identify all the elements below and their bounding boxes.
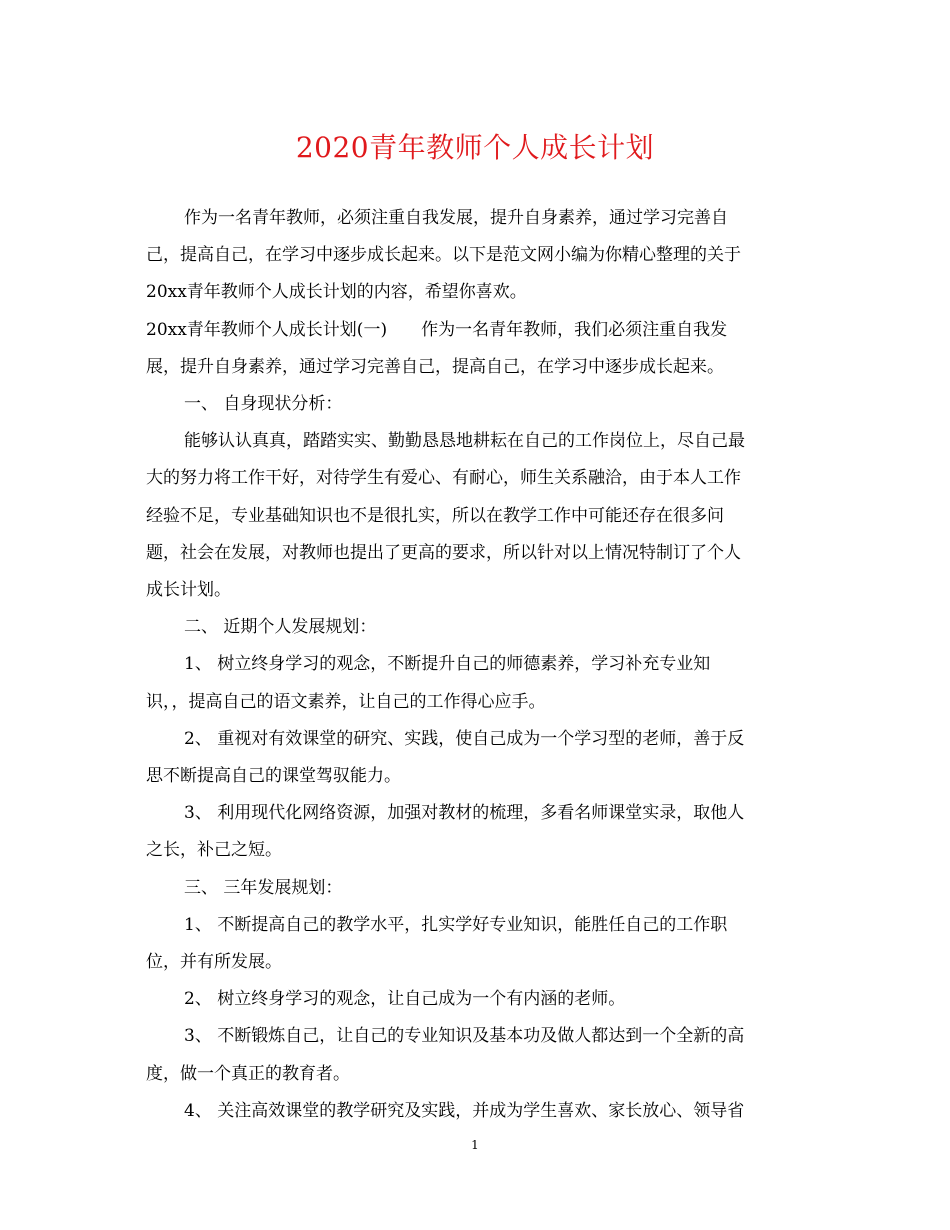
body-line: 题，社会在发展，对教师也提出了更高的要求，所以针对以上情况特制订了个人 — [146, 542, 741, 563]
section-heading: 二、 近期个人发展规划： — [184, 617, 377, 638]
list-item: 3、 利用现代化网络资源，加强对教材的梳理，多看名师课堂实录，取他人 — [184, 803, 745, 824]
body-line: 己，提高自己，在学习中逐步成长起来。以下是范文网小编为你精心整理的关于 — [146, 245, 741, 266]
list-item: 4、 关注高效课堂的教学研究及实践，并成为学生喜欢、家长放心、领导省 — [184, 1100, 745, 1121]
body-line: 展，提升自身素养，通过学习完善自己，提高自己，在学习中逐步成长起来。 — [146, 356, 724, 377]
body-line: 思不断提高自己的课堂驾驭能力。 — [146, 766, 401, 787]
document-body — [146, 200, 806, 1130]
body-line: 经验不足，专业基础知识也不是很扎实，所以在教学工作中可能还存在很多问 — [146, 505, 724, 526]
body-line: 成长计划。 — [146, 580, 231, 601]
section-heading: 三、 三年发展规划： — [184, 877, 343, 898]
page-number: 1 — [471, 1138, 479, 1152]
body-line: 位，并有所发展。 — [146, 952, 282, 973]
list-item: 2、 重视对有效课堂的研究、实践，使自己成为一个学习型的老师，善于反 — [184, 728, 745, 749]
list-item: 2、 树立终身学习的观念，让自己成为一个有内涵的老师。 — [184, 989, 626, 1010]
list-item: 3、 不断锻炼自己，让自己的专业知识及基本功及做人都达到一个全新的高 — [184, 1026, 745, 1047]
body-line: 20xx青年教师个人成长计划(一) 作为一名青年教师，我们必须注重自我发 — [146, 319, 728, 340]
body-line: 能够认认真真，踏踏实实、勤勤恳恳地耕耘在自己的工作岗位上，尽自己最 — [184, 431, 745, 452]
body-line: 度，做一个真正的教育者。 — [146, 1063, 350, 1084]
body-line: 20xx青年教师个人成长计划的内容，希望你喜欢。 — [146, 282, 527, 303]
list-item: 1、 不断提高自己的教学水平，扎实学好专业知识，能胜任自己的工作职 — [184, 914, 728, 935]
section-heading: 一、 自身现状分析： — [184, 394, 343, 415]
body-line: 识，，提高自己的语文素养，让自己的工作得心应手。 — [146, 691, 546, 712]
body-line: 大的努力将工作干好，对待学生有爱心、有耐心，师生关系融洽，由于本人工作 — [146, 468, 741, 489]
body-line: 之长，补己之短。 — [146, 840, 282, 861]
list-item: 1、 树立终身学习的观念，不断提升自己的师德素养，学习补充专业知 — [184, 654, 711, 675]
body-line: 作为一名青年教师，必须注重自我发展，提升自身素养，通过学习完善自 — [184, 208, 728, 228]
document-title: 2020青年教师个人成长计划 — [295, 131, 655, 164]
